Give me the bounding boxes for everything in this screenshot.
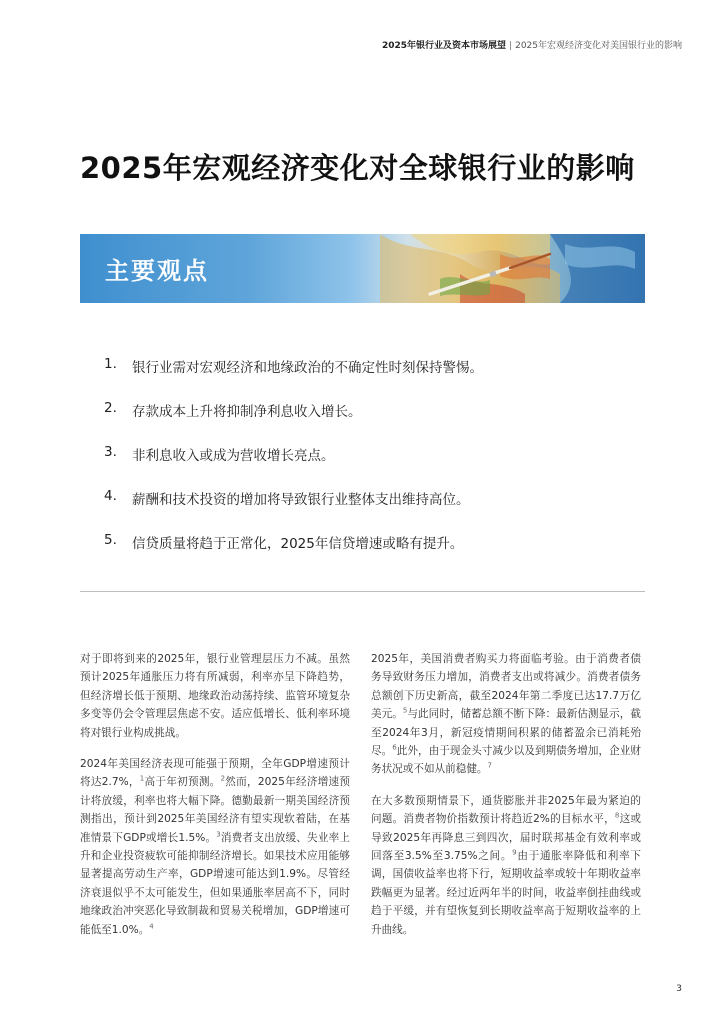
key-point-text: 存款成本上升将抑制净利息收入增长。 <box>132 404 362 420</box>
page-title: 2025年宏观经济变化对全球银行业的影响 <box>80 151 635 185</box>
page-number: 3 <box>676 984 682 994</box>
paragraph-gdp: 2024年美国经济表现可能强于预期，全年GDP增速预计将达2.7%，$^1$高于年初预测。$^2$然而，2025年经济增速预计将放缓，利率也将大幅下降。德勤最新一期美国经济预测指出，预计到2025年美国经济有望实现软着陆，在基准情景下GDP或增长1.5%。$^3$消费者支出放缓、失业率上升和企业投资疲软可能抑制经济增长。如果技术应用能够显著提高劳动生产率，GDP增速可能达到1.9%。尽管经济衰退似乎不太可能发生，但如果通胀率居高不下，同时地缘政治冲突恶化导致制裁和贸易关税增加，GDP增速可能低至1.0%。$^4$ <box>80 758 351 936</box>
footnote-ref[interactable]: 2 <box>220 774 226 783</box>
key-point-1 <box>104 356 664 400</box>
body-column-right <box>371 650 641 952</box>
footnote-ref[interactable]: 7 <box>487 761 492 770</box>
key-point-text: 银行业需对宏观经济和地缘政治的不确定性时刻保持警惕。 <box>132 360 483 376</box>
footnote-ref[interactable]: 8 <box>614 811 620 820</box>
paragraph-inflation: 在大多数预期情景下，通货膨胀并非2025年最为紧迫的问题。消费者物价指数预计将趋近2%的目标水平，$^8$这或导致2025年再降息三到四次，届时联邦基金有效利率或回落至3.5%至3.75%之间。$^9$由于通胀率降低和利率下调，国债收益率也将下行，短期收益率或较十年期收益率跌幅更为显著。经过近两年半的时间，收益率倒挂曲线或趋于平缓，并有望恢复到长期收益率高于短期收益率的上升曲线。 <box>371 794 642 936</box>
footnote-ref[interactable]: 9 <box>512 848 517 857</box>
key-point-5 <box>104 532 664 576</box>
key-point-4 <box>104 488 664 532</box>
footnote-ref[interactable]: 6 <box>392 743 397 752</box>
key-points-list <box>104 356 664 576</box>
key-point-number: 2. <box>104 400 117 416</box>
key-point-2 <box>104 400 664 444</box>
report-title: 2025年银行业及资本市场展望 <box>381 41 507 51</box>
footnote-ref[interactable]: 3 <box>216 830 221 839</box>
body-column-left <box>80 650 350 952</box>
key-point-3 <box>104 444 664 488</box>
footnote-ref[interactable]: 4 <box>149 922 154 931</box>
key-point-text: 信贷质量将趋于正常化，2025年信贷增速或略有提升。 <box>132 536 464 552</box>
running-header <box>382 38 682 51</box>
footnote-ref[interactable]: 1 <box>139 774 145 783</box>
key-point-number: 1. <box>104 356 117 372</box>
key-points-banner <box>80 234 645 303</box>
key-point-number: 4. <box>104 488 117 504</box>
paragraph-consumer: 2025年，美国消费者购买力将面临考验。由于消费者债务导致财务压力增加，消费者支出或将减少。消费者债务总额创下历史新高，截至2024年第二季度已达17.7万亿美元。$^5$与此同时，储蓄总额不断下降：最新估测显示，截至2024年3月，新冠疫情期间积累的储蓄盈余已消耗殆尽。$^6$此外，由于现金头寸减少以及到期债务增加，企业财务状况或不如从前稳健。$^7$ <box>371 653 642 776</box>
section-divider <box>80 591 645 592</box>
banner-label: 主要观点 <box>105 257 209 285</box>
header-separator: | <box>509 41 513 51</box>
key-point-number: 5. <box>104 532 117 548</box>
key-point-number: 3. <box>104 444 117 460</box>
paragraph-outlook: 对于即将到来的2025年，银行业管理层压力不减。虽然预计2025年通胀压力将有所减弱，利率亦呈下降趋势，但经济增长低于预期、地缘政治动荡持续、监管环境复杂多变等仍会令管理层焦虑不安。适应低增长、低利率环境将对银行业构成挑战。 <box>80 653 350 739</box>
key-point-text: 薪酬和技术投资的增加将导致银行业整体支出维持高位。 <box>132 492 470 508</box>
key-point-text: 非利息收入或成为营收增长亮点。 <box>132 448 335 464</box>
footnote-ref[interactable]: 5 <box>402 706 408 715</box>
section-title: 2025年宏观经济变化对美国银行业的影响 <box>515 41 682 51</box>
